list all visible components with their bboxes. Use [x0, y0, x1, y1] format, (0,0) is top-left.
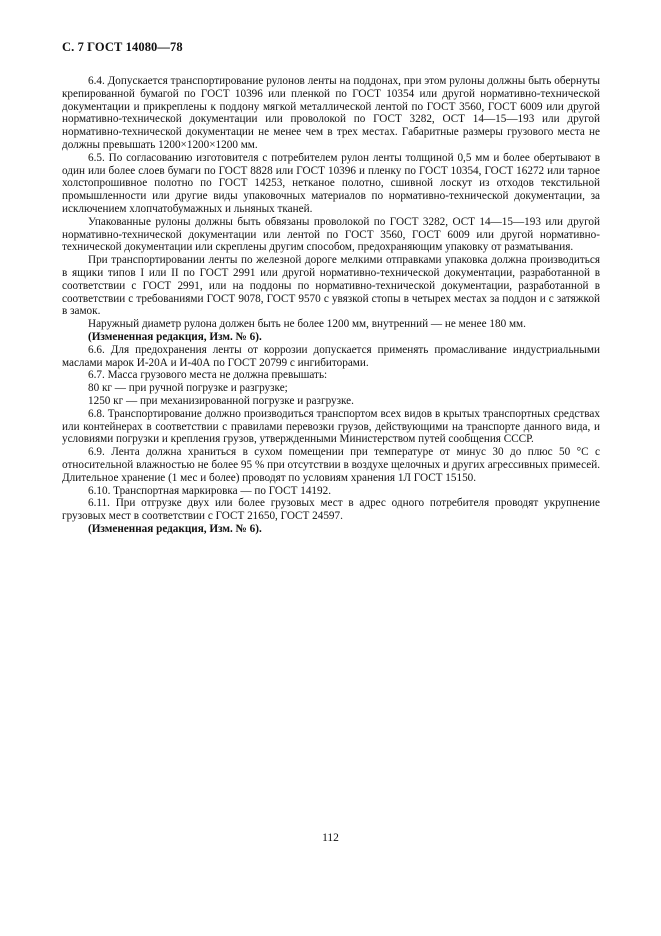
document-body: [62, 75, 600, 536]
amendment-note: (Измененная редакция, Изм. № 6).: [88, 330, 262, 343]
paragraph-manual-load: 80 кг — при ручной погрузке и разгрузке;: [88, 382, 288, 395]
page-header: С. 7 ГОСТ 14080—78: [62, 40, 183, 54]
paragraph-packed-rolls: Упакованные рулоны должны быть обвязаны проволокой по ГОСТ 3282, ОСТ 14—15—193 или другой нормативно-технической документации или лентой по ГОСТ 3560, ГОСТ 6009 или другой нормативно-технической документации или скреплены другим способом, предохраняющим упаковку от разматывания.: [62, 215, 600, 254]
paragraph-railway-transport: При транспортировании ленты по железной дороге мелкими отправками упаковка должна производиться в ящики типов I или II по ГОСТ 2991 или другой нормативно-технической документации, разработанной в соответствии с ГОСТ 2991, или на поддоны по нормативно-технической документации, разработанной в соответствии с требованиями ГОСТ 9078, ГОСТ 9570 с увязкой стопы в четырех местах за поддон и с затяжкой в замок.: [62, 254, 600, 318]
paragraph-6-9: 6.9. Лента должна храниться в сухом помещении при температуре от минус 30 до плюс 50 °С с относительной влажностью не более 95 % при отсутствии в воздухе щелочных и других агрессивных примесей. Длительное хранение (1 мес и более) проводят по условиям хранения 1Л ГОСТ 15150.: [62, 446, 600, 484]
paragraph-6-6: 6.6. Для предохранения ленты от коррозии допускается применять промасливание индустриальными маслами марок И-20А и И-40А по ГОСТ 20799 с ингибиторами.: [62, 343, 600, 369]
paragraph-6-8: 6.8. Транспортирование должно производиться транспортом всех видов в крытых транспортных средствах или контейнерах в соответствии с правилами перевозки грузов, действующими на транспорте данного вида, и условиями погрузки и крепления грузов, утвержденными Министерством путей сообщения СССР.: [62, 407, 600, 446]
paragraph-6-7: 6.7. Масса грузового места не должна превышать:: [88, 369, 328, 382]
paragraph-6-5: 6.5. По согласованию изготовителя с потребителем рулон ленты толщиной 0,5 мм и более обертывают в один или более слоев бумаги по ГОСТ 8828 или ГОСТ 10396 и пленку по ГОСТ 10354, ГОСТ 16272 или тарное холстопрошивное полотно по ГОСТ 14253, нетканое полотно, сшивной лоскут из отходов текстильной промышленности или другие виды упаковочных материалов по нормативно-технической документации, за исключением хлопчатобумажных и льняных тканей.: [62, 151, 600, 215]
amendment-note: (Измененная редакция, Изм. № 6).: [88, 522, 262, 535]
paragraph-roll-diameter: Наружный диаметр рулона должен быть не более 1200 мм, внутренний — не менее 180 мм.: [88, 318, 526, 331]
paragraph-6-11: 6.11. При отгрузке двух или более грузовых мест в адрес одного потребителя проводят укрупнение грузовых мест в соответствии с ГОСТ 21650, ГОСТ 24597.: [62, 497, 600, 523]
paragraph-6-10: 6.10. Транспортная маркировка — по ГОСТ 14192.: [88, 484, 332, 497]
page-number: 112: [322, 832, 339, 844]
paragraph-6-4: 6.4. Допускается транспортирование рулонов ленты на поддонах, при этом рулоны должны быть обернуты крепированной бумагой по ГОСТ 10396 или пленкой по ГОСТ 10354 или другой нормативно-технической документации и прикреплены к поддону мягкой металлической лентой по ГОСТ 3560, ГОСТ 6009 или другой нормативно-технической документации или проволокой по ГОСТ 3282, ОСТ 14—15—193 или другой нормативно-технической документации не менее чем в трех местах. Габаритные размеры грузового места не должны превышать 1200×1200×1200 мм.: [62, 75, 600, 151]
paragraph-mechanized-load: 1250 кг — при механизированной погрузке и разгрузке.: [88, 394, 354, 407]
